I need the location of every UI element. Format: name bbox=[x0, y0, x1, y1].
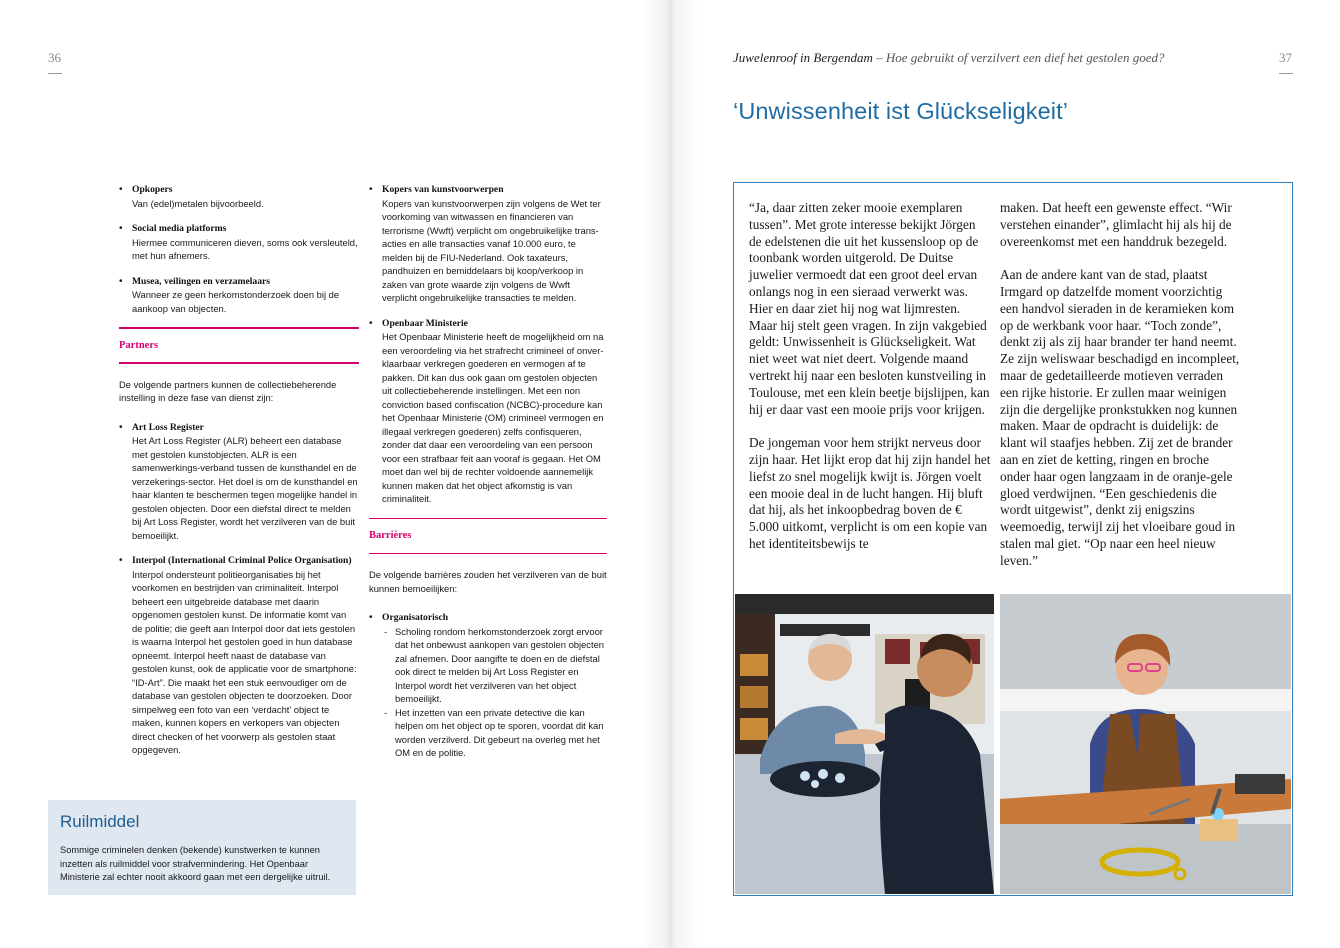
barriers-intro: De volgende barrières zouden het verzilveren van de buit kunnen bemoeilijken: bbox=[369, 569, 607, 594]
story-column-2 bbox=[1000, 200, 1240, 586]
section-divider bbox=[369, 553, 607, 555]
book-gutter bbox=[640, 0, 700, 948]
entry-term: • Organisatorisch bbox=[382, 612, 449, 623]
left-column-2 bbox=[369, 183, 607, 772]
section-divider bbox=[369, 518, 607, 520]
handshake-scene-image bbox=[735, 594, 994, 894]
section-heading-partners: Partners bbox=[119, 339, 159, 351]
entry-text: Wanneer ze geen herkomstonderzoek doen bij de aankoop van objecten. bbox=[132, 289, 340, 314]
running-head-title: Juwelenroof in Bergendam bbox=[733, 50, 873, 65]
entry-term: • Musea, veilingen en verzamelaars bbox=[132, 275, 271, 287]
story-paragraph: maken. Dat heeft een gewenste effect. “Wir verstehen einander”, glimlacht hij als hij de overeenkomst met een handdruk bezegeld. bbox=[1000, 200, 1232, 249]
story-paragraph: Aan de andere kant van de stad, plaatst Irmgard op datzelfde moment voorzichtig een handvol sieraden in de keramieken kom op de werkbank voor haar. “Toch zonde”, denkt zij als zij haar brander ter hand neemt. Ze zijn weliswaar beschadigd en incompleet, maar de gedetailleerde motieven verraden een rijke historie. Er zullen maar weinigen zijn die dergelijke pronkstukken nog kunnen maken. Maar de opdracht is duidelijk: de klant wil staafjes hebben. Zij zet de brander aan en ziet de ketting, ringen en broche onder haar ogen langzaam in de oranje-gele gloed verdwijnen. “Een geschiedenis die wordt uitgewist”, denkt zij enigszins weemoedig, terwijl zij het vloeibare goud in stalen mal giet. “Op naar een heel nieuw leven.” bbox=[1000, 267, 1240, 568]
goldsmith-scene-image bbox=[1000, 594, 1291, 894]
entry-term: • Art Loss Register bbox=[132, 421, 204, 433]
story-paragraph: “Ja, daar zitten zeker mooie exemplaren tussen”. Met grote interesse bekijkt Jörgen de edelstenen die uit het kussensloop op de toonbank worden uitgerold. De Duitse juwelier vermoedt dat een groot deel ervan onlangs nog in een sieraad verwerkt was. Hier en daar ziet hij nog wat lijmresten. Maar hij stelt geen vragen. In zijn vakgebied geldt: Unwissenheit is Glückseligkeit. Wat niet weet wat niet deert. Volgende maand vertrekt hij naar een besloten kunstveiling in Toulouse, met een klein beetje bijslijpen, kan hij er daar vast een mooie prijs voor krijgen. bbox=[749, 200, 990, 417]
entry-term: • Social media platforms bbox=[132, 223, 227, 234]
story-column-1 bbox=[749, 200, 991, 570]
running-head bbox=[733, 50, 1165, 66]
page-number-left: 36 bbox=[48, 50, 61, 65]
entry-text: Het Openbaar Ministerie heeft de mogelijkheid om na een veroordeling via het strafrecht crimineel of onver-klaarbaar verkregen goederen en vermogen af te pakken. Dit kan dus ook gaan om gestolen objecten uit collectiebeherende instellingen. Met een non conviction based confiscation (NCBC)-procedure kan het Openbaar Ministerie (OM) crimineel vermogen en illegaal verkregen goederen) zelfs confisqueren, zonder dat daar een veroordeling van een persoon voor een strafbaar feit aan vooraf is gegaan. Het OM moet dan wel bij de rechter voldoende aannemelijk kunnen maken dat het object afkomstig is van criminaliteit. bbox=[382, 331, 604, 504]
page-title: ‘Unwissenheit ist Glückseligkeit’ bbox=[733, 98, 1069, 124]
entry-text: Het Art Loss Register (ALR) beheert een database met gestolen kunstobjecten. ALR is een samenwerkings-verband tussen de kunsthandel en de verzekerings-sector. Het doel is om de kunsthandel en haar klanten te beschermen tegen mogelijke handel in gestolen objecten. Door een diefstal direct te melden bij Art Loss Register, wordt het verzilveren van de buit bemoeilijkt. bbox=[132, 435, 358, 541]
section-divider bbox=[119, 362, 359, 364]
page-number-rule bbox=[1279, 73, 1293, 74]
list-item bbox=[119, 421, 359, 543]
story-paragraph: De jongeman voor hem strijkt nerveus door zijn haar. Het lijkt erop dat hij zijn handel het liefst zo snel mogelijk kwijt is. Jörgen voelt een mooie deal in de lucht hangen. Hij bluft dat hij, als het inkoopbedrag boven de € 5.000 uitkomt, verplicht is om een kopie van het identiteitsbewijs te bbox=[749, 435, 991, 551]
page-number-right: 37 bbox=[1279, 50, 1292, 65]
left-column-1 bbox=[119, 183, 359, 769]
partners-intro: De volgende partners kunnen de collectiebeherende instelling in deze fase van dienst zijn: bbox=[119, 378, 337, 403]
section-divider bbox=[119, 327, 359, 329]
entry-term: • Interpol (International Criminal Police Organisation) bbox=[132, 555, 352, 566]
entry-term: • Kopers van kunstvoorwerpen bbox=[382, 184, 504, 195]
running-head-subtitle: – Hoe gebruikt of verzilvert een dief het gestolen goed? bbox=[872, 50, 1165, 65]
entry-text: Hiermee communiceren dieven, soms ook versleuteld, met hun afnemers. bbox=[132, 236, 358, 261]
list-item bbox=[369, 317, 607, 506]
list-item bbox=[119, 275, 359, 316]
entry-text: Kopers van kunstvoorwerpen zijn volgens de Wet ter voorkoming van witwassen en financieren van terrorisme (Wwft) verplicht om ongebruikelijke trans-acties en alle transacties vanaf 10.000 euro, te melden bij de FIU-Nederland. Ook taxateurs, pandhuizen en bemiddelaars bij koop/verkoop in zaken van grote waarde zijn volgens de Wwft verplicht ongebruikelijke transacties te melden. bbox=[382, 197, 601, 303]
entry-text: Interpol ondersteunt politieorganisaties bij het voorkomen en bestrijden van criminaliteit. Interpol beheert een uitgebreide database met daarin opgenomen gestolen kunst. De informatie komt van de politie; die geeft aan Interpol door dat iets gestolen is waarna Interpol het gestolen goed in hun database opneemt. Interpol heeft naast de database van gestolen kunst, ook de applicatie voor de smartphone: “ID-Art”. Die maakt het een stuk eenvoudiger om de database van gestolen objecten te doorzoeken. Door simpelweg een foto van een ‘verdacht’ object te maken, kunnen kopers en verkopers van objecten direct checken of het voorwerp als gestolen staat opgegeven. bbox=[132, 568, 357, 755]
list-item bbox=[119, 554, 359, 757]
section-heading-barrieres: Barrières bbox=[369, 530, 412, 541]
box-title: Ruilmiddel bbox=[60, 812, 140, 831]
page-number-rule bbox=[48, 73, 62, 74]
list-item bbox=[119, 222, 359, 263]
illustration-handshake bbox=[735, 594, 994, 894]
barrier-item: - Scholing rondom herkomstonderzoek zorgt ervoor dat het onbewust aankopen van gestolen objecten zal afnemen. Door aangifte te doen en de diefstal ook direct te melden bij Art Loss Register en Interpol wordt het verzilveren van het object bemoeilijkt. bbox=[382, 625, 607, 706]
list-item bbox=[119, 183, 359, 210]
entry-text: Van (edel)metalen bijvoorbeeld. bbox=[132, 197, 264, 209]
illustration-goldsmith bbox=[1000, 594, 1291, 894]
list-item bbox=[369, 611, 607, 760]
entry-term: • Opkopers bbox=[132, 184, 173, 195]
box-text: Sommige criminelen denken (bekende) kunstwerken te kunnen inzetten als ruilmiddel voor strafvermindering. Het Openbaar Ministerie zal echter nooit akkoord gaan met een dergelijke uitruil. bbox=[60, 845, 331, 882]
list-item bbox=[369, 183, 607, 305]
sidebar-box-ruilmiddel bbox=[48, 800, 356, 895]
barrier-item: - Het inzetten van een private detective die kan helpen om het object op te sporen, voordat dit kan worden verzilverd. Dit gebeurt na overleg met het OM en de politie. bbox=[382, 706, 607, 760]
entry-term: • Openbaar Ministerie bbox=[382, 317, 468, 329]
